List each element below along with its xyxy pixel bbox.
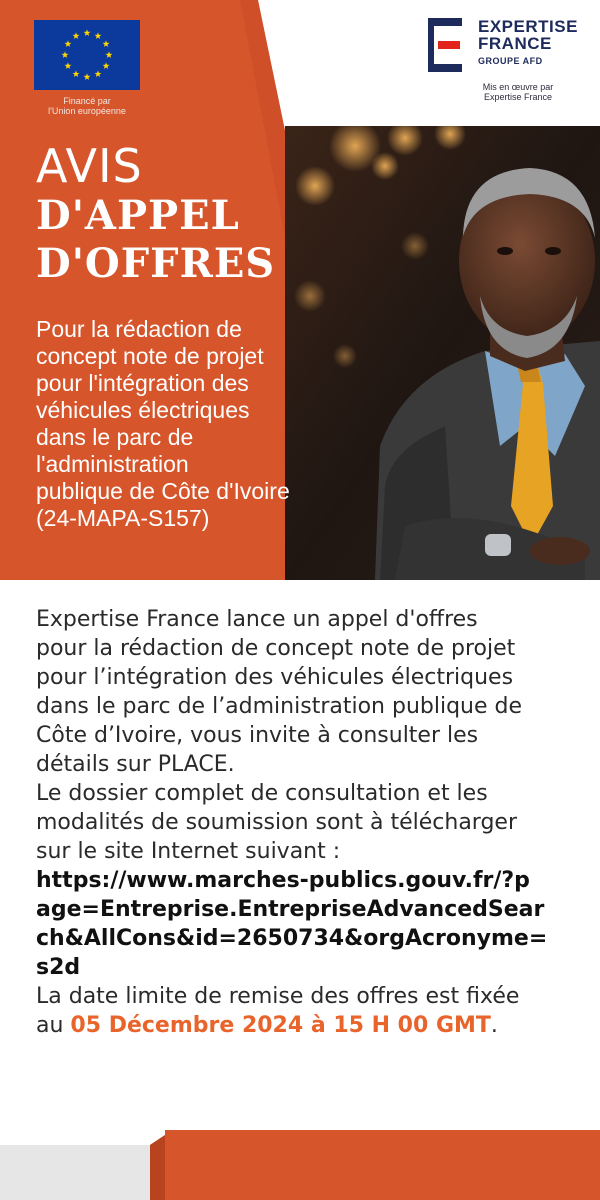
body-line: détails sur PLACE. — [36, 752, 235, 777]
body-line: pour l’intégration des véhicules électriques — [36, 665, 514, 690]
deadline-line — [36, 1011, 576, 1040]
eu-funding-block — [33, 20, 141, 116]
title-line-avis: AVIS — [36, 139, 143, 193]
deadline-date: 05 Décembre 2024 à 15 H 00 GMT — [70, 1013, 491, 1038]
body-line: dans le parc de l’administration publique de — [36, 694, 523, 719]
body-line: modalités de soumission sont à télécharger — [36, 810, 518, 835]
eu-caption-line: Financé par — [63, 96, 111, 106]
body-line: Le dossier complet de consultation et les — [36, 781, 488, 806]
body-line: Expertise France lance un appel d'offres — [36, 607, 478, 632]
subtitle-line: dans le parc de — [36, 424, 194, 450]
body-line: Côte d’Ivoire, vous invite à consulter les — [36, 723, 479, 748]
page-title — [36, 140, 275, 288]
footer-band — [0, 1130, 600, 1200]
title-line-appel: D'APPEL — [36, 192, 240, 239]
consultation-url-line[interactable]: https://www.marches-publics.gouv.fr/?p — [36, 868, 530, 893]
subtitle — [36, 316, 356, 532]
logo-line-france: FRANCE — [478, 34, 552, 53]
implemented-by-caption — [448, 82, 588, 102]
logo-line-expertise: EXPERTISE — [478, 17, 578, 36]
consultation-url-line[interactable]: s2d — [36, 955, 81, 980]
logo-text — [478, 18, 578, 67]
subtitle-line: concept note de projet — [36, 343, 264, 369]
consultation-url-line[interactable]: age=Entreprise.EntrepriseAdvancedSear — [36, 897, 545, 922]
body-line: pour la rédaction de concept note de projet — [36, 636, 516, 661]
deadline-end: . — [490, 1013, 498, 1038]
eu-caption — [33, 96, 141, 116]
title-line-offres: D'OFFRES — [36, 240, 276, 287]
subtitle-line: Pour la rédaction de — [36, 316, 242, 342]
deadline-au: au — [36, 1013, 71, 1038]
header-panel — [0, 0, 600, 580]
subtitle-line: (24-MAPA-S157) — [36, 505, 210, 531]
caption-line: Mis en œuvre par — [482, 82, 554, 92]
deadline-intro: La date limite de remise des offres est fixée — [36, 984, 520, 1009]
subtitle-line: véhicules électriques — [36, 397, 250, 423]
subtitle-line: l'administration — [36, 451, 189, 477]
consultation-url-line[interactable]: ch&AllCons&id=2650734&orgAcronyme= — [36, 926, 548, 951]
subtitle-line: publique de Côte d'Ivoire — [36, 478, 290, 504]
caption-line: Expertise France — [483, 92, 553, 102]
eu-caption-line: l'Union européenne — [48, 106, 126, 116]
body-line: sur le site Internet suivant : — [36, 839, 341, 864]
expertise-france-logo-icon — [428, 18, 464, 72]
announcement-body — [36, 605, 576, 1040]
logo-line-groupe-afd: GROUPE AFD — [478, 56, 543, 66]
subtitle-line: pour l'intégration des — [36, 370, 249, 396]
eu-flag-icon — [34, 20, 140, 90]
